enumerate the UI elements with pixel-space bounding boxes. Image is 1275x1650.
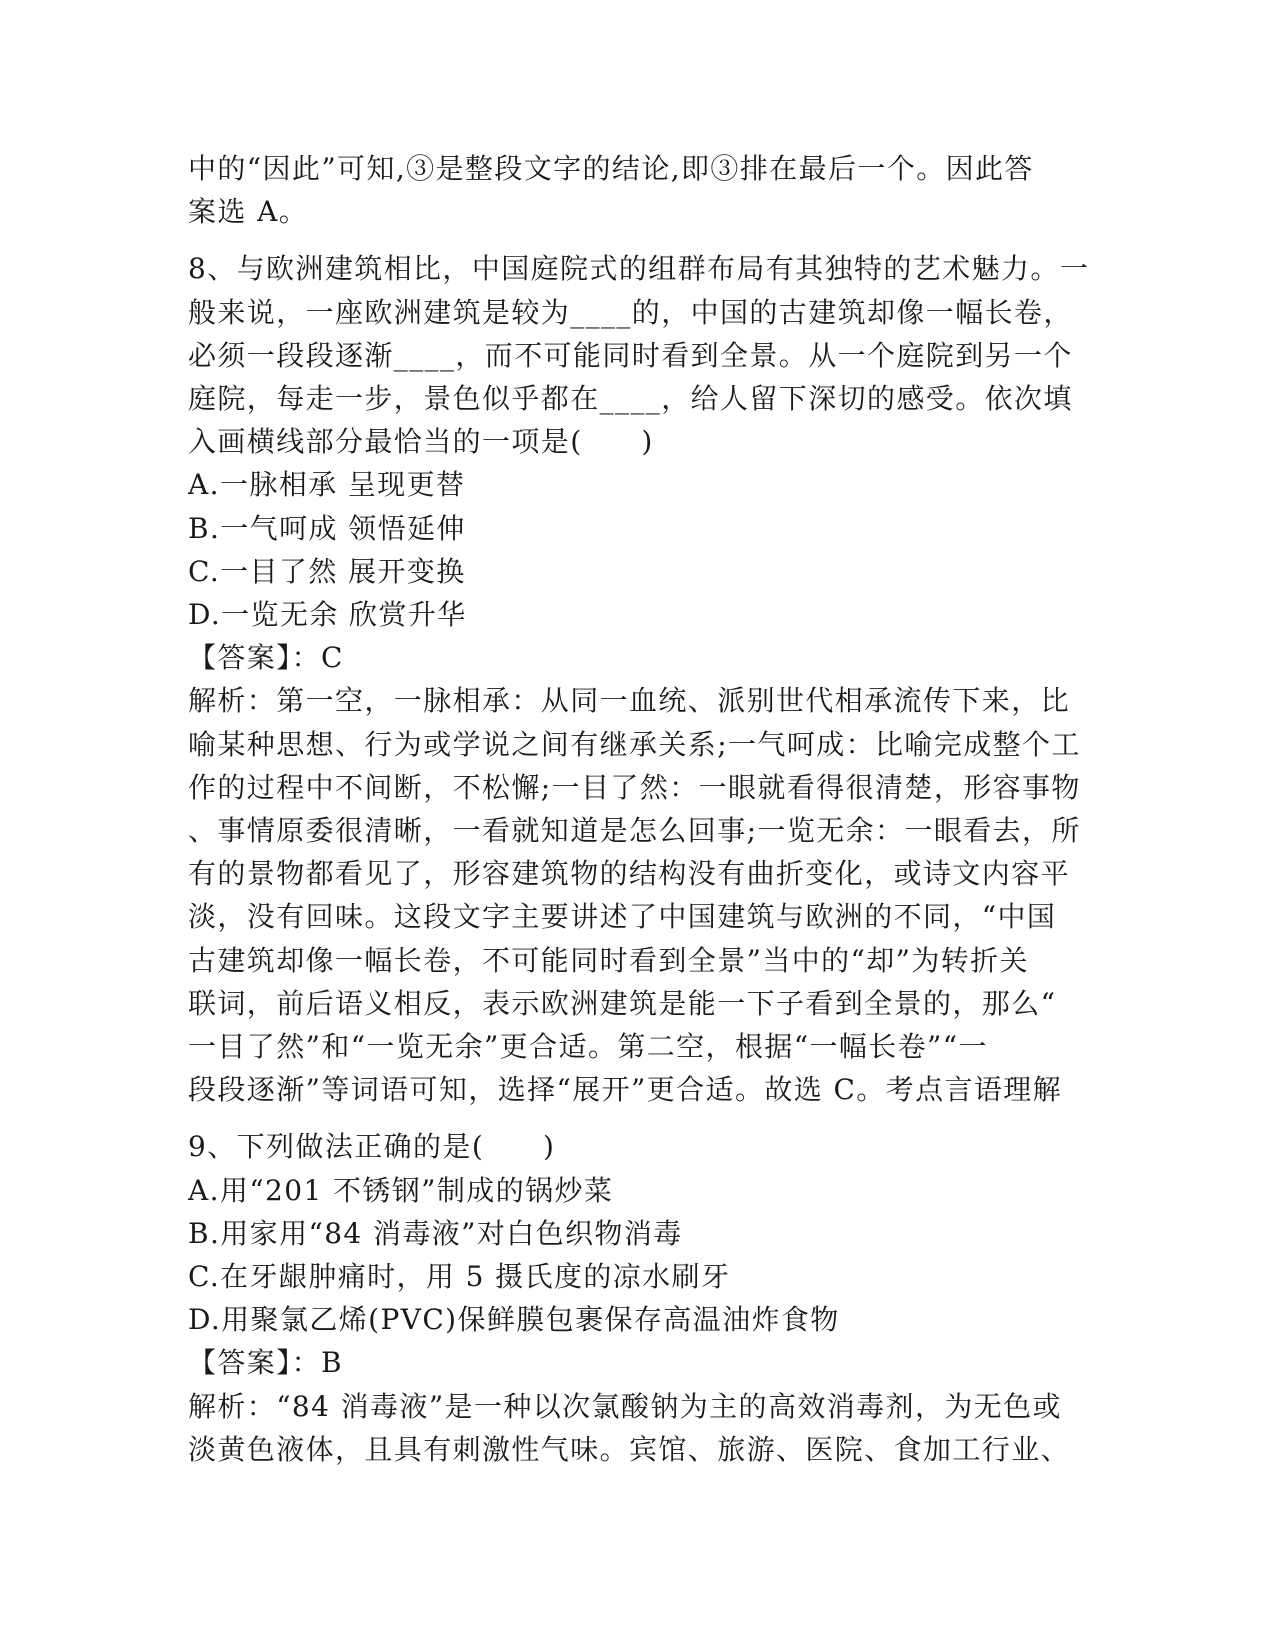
paragraph-gap — [188, 1111, 1078, 1125]
text-line: 案选 A。 — [188, 195, 309, 229]
analysis-line: 淡，没有回味。这段文字主要讲述了中国建筑与欧洲的不同，“中国 — [188, 900, 1057, 934]
analysis-line: 解析：第一空，一脉相承：从同一血统、派别世代相承流传下来，比 — [188, 684, 1071, 718]
analysis-line: 古建筑却像一幅长卷，不可能同时看到全景”当中的“却”为转折关 — [188, 943, 1029, 977]
option-c: C.一目了然 展开变换 — [188, 554, 466, 588]
analysis-line: 联词，前后语义相反，表示欧洲建筑是能一下子看到全景的，那么“ — [188, 986, 1057, 1020]
analysis-line: 段段逐渐”等词语可知，选择“展开”更合适。故选 C。考点言语理解 — [188, 1073, 1063, 1107]
previous-analysis-tail — [188, 147, 1078, 233]
document-content — [188, 147, 1090, 1471]
question-9 — [188, 1125, 1078, 1471]
answer-line: 【答案】：C — [188, 641, 344, 675]
option-d: D.用聚氯乙烯(PVC)保鲜膜包裹保存高温油炸食物 — [188, 1303, 840, 1337]
analysis-line: 、事情原委很清晰，一看就知道是怎么回事;一览无余：一眼看去，所 — [188, 814, 1081, 848]
answer-line: 【答案】：B — [188, 1346, 343, 1380]
analysis-line: 作的过程中不间断，不松懈;一目了然：一眼就看得很清楚，形容事物 — [188, 770, 1081, 804]
option-b: B.用家用“84 消毒液”对白色织物消毒 — [188, 1216, 683, 1250]
analysis-line: 淡黄色液体，且具有刺激性气味。宾馆、旅游、医院、食加工行业、 — [188, 1432, 1071, 1466]
paragraph-gap — [188, 233, 1078, 247]
question-stem-line: 9、下列做法正确的是( ) — [188, 1130, 556, 1164]
text-line: 中的“因此”可知,③是整段文字的结论,即③排在最后一个。因此答 — [188, 152, 1034, 185]
question-stem-line: 必须一段段逐渐____，而不可能同时看到全景。从一个庭院到另一个 — [188, 338, 1073, 372]
question-stem-line: 般来说，一座欧洲建筑是较为____的，中国的古建筑却像一幅长卷， — [188, 295, 1073, 329]
question-stem-line: 庭院，每走一步，景色似乎都在____，给人留下深切的感受。依次填 — [188, 382, 1073, 416]
option-a: A.一脉相承 呈现更替 — [188, 468, 466, 502]
analysis-line: 喻某种思想、行为或学说之间有继承关系;一气呵成：比喻完成整个工 — [188, 727, 1081, 761]
analysis-line: 一目了然”和“一览无余”更合适。第二空，根据“一幅长卷”“一 — [188, 1030, 988, 1064]
option-b: B.一气呵成 领悟延伸 — [188, 511, 466, 545]
option-c: C.在牙龈肿痛时，用 5 摄氏度的凉水刷牙 — [188, 1260, 731, 1294]
option-d: D.一览无余 欣赏升华 — [188, 598, 467, 632]
question-8 — [188, 247, 1090, 1111]
analysis-line: 解析：“84 消毒液”是一种以次氯酸钠为主的高效消毒剂，为无色或 — [188, 1389, 1062, 1423]
question-stem-line: 8、与欧洲建筑相比，中国庭院式的组群布局有其独特的艺术魅力。一 — [188, 252, 1090, 286]
option-a: A.用“201 不锈钢”制成的锅炒菜 — [188, 1173, 614, 1207]
question-stem-line: 入画横线部分最恰当的一项是( ) — [188, 425, 654, 459]
analysis-line: 有的景物都看见了，形容建筑物的结构没有曲折变化，或诗文内容平 — [188, 857, 1071, 891]
